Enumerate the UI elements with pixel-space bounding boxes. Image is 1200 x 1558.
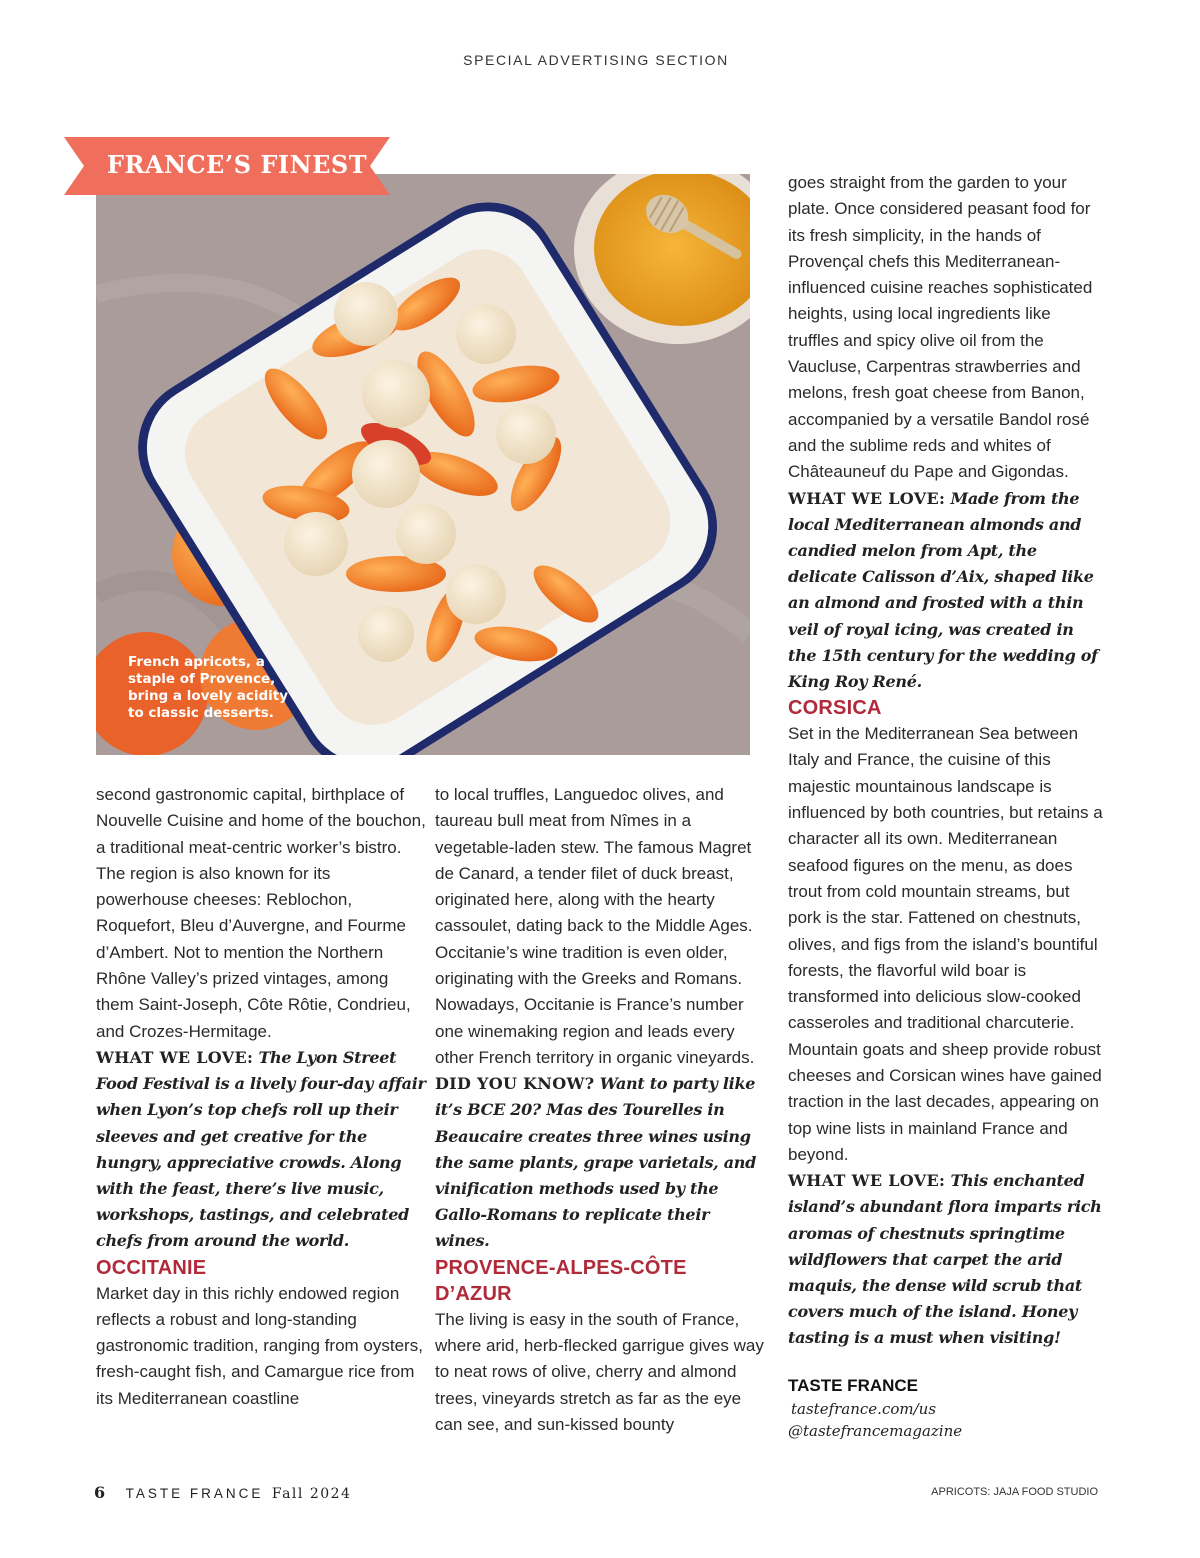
issue-label: Fall 2024 [271,1486,352,1502]
what-we-love-label: WHAT WE LOVE: [96,1047,254,1067]
article-column-2 [435,782,765,1438]
article-column-1 [96,782,426,1412]
occitanie-continued-paragraph: to local truffles, Languedoc olives, and taureau bull meat from Nîmes in a vegetable-laden stew. The famous Magret de Canard, a tender filet of duck breast, originated here, along with the hearty cassoulet, dating back to the Middle Ages. Occitanie’s wine tradition is even older, originating with the Greeks and Romans. Nowadays, Occitanie is France’s number one winemaking region and leads every other French territory in organic vineyards. [435,785,755,1067]
photo-caption: French apricots, a staple of Provence, bring a lovely acidity to classic desserts. [128,654,289,721]
what-we-love-label: WHAT WE LOVE: [788,488,946,508]
what-we-love-corsica [788,1168,1106,1351]
section-label: SPECIAL ADVERTISING SECTION [463,52,729,68]
did-you-know [435,1071,765,1254]
did-you-know-label: DID YOU KNOW? [435,1074,595,1094]
corsica-heading: CORSICA [788,697,882,720]
what-we-love-text: The Lyon Street Food Festival is a lively four-day affair when Lyon’s top chefs roll up their sleeves and get creative for the hungry, appreciative crowds. Along with the feast, there’s live music, workshops, tastings, and celebrated chefs from around the world. [96,1047,426,1251]
lyon-paragraph: second gastronomic capital, birthplace of Nouvelle Cuisine and home of the bouchon, a traditional meat-centric worker’s bistro. The region is also known for its powerhouse cheeses: Reblochon, Roquefort, Bleu d’Auvergne, and Fourme d’Ambert. Not to mention the Northern Rhône Valley’s prized vintages, among them Saint-Joseph, Côte Rôtie, Condrieu, and Crozes-Hermitage. [96,785,426,1041]
what-we-love-provence [788,486,1106,696]
page-footer [94,1483,351,1502]
photo-credit: APRICOTS: JAJA FOOD STUDIO [931,1486,1098,1498]
banner-title: FRANCE’S FINEST [106,150,368,179]
section-banner [64,137,390,195]
apricot-dessert-photo [96,174,750,755]
brand-name: TASTE FRANCE [788,1375,919,1395]
what-we-love-text: Made from the local Mediterranean almonds and candied melon from Apt, the delicate Calisson d’Aix, shaped like an almond and frosted with a thin veil of royal icing, was created in the 15th century for the wedding of King Roy René. [788,488,1098,691]
social-handle-link[interactable]: @tastefrancemagazine [788,1421,963,1440]
provence-continued-paragraph: goes straight from the garden to your plate. Once considered peasant food for its fresh simplicity, in the hands of Provençal chefs this Mediterranean-influenced cuisine reaches sophisticated heights, using local ingredients like truffles and spicy olive oil from the Vaucluse, Carpentras strawberries and melons, fresh goat cheese from Banon, accompanied by a versatile Bandol rosé and the sublime reds and whites of Châteauneuf du Pape and Gigondas. [788,173,1093,482]
occitanie-heading: OCCITANIE [96,1256,207,1279]
did-you-know-text: Want to party like it’s BCE 20? Mas des Tourelles in Beaucaire creates three wines using the same plants, grape varietals, and vinification methods used by the Gallo-Romans to replicate their wines. [435,1074,756,1251]
page-number: 6 [94,1483,106,1502]
brand-contact [788,1374,1106,1442]
what-we-love-lyon [96,1045,426,1255]
website-link[interactable]: tastefrance.com/us [791,1399,937,1418]
occitanie-paragraph: Market day in this richly endowed region reflects a robust and long-standing gastronomic tradition, ranging from oysters, fresh-caught fish, and Camargue rice from its Mediterranean coastline [96,1283,423,1408]
what-we-love-label: WHAT WE LOVE: [788,1171,946,1191]
provence-paragraph: The living is easy in the south of France, where arid, herb-flecked garrigue gives way to neat rows of olive, cherry and almond trees, vineyards stretch as far as the eye can see, and sun-kissed bounty [435,1309,764,1434]
corsica-paragraph: Set in the Mediterranean Sea between Italy and France, the cuisine of this majestic mountainous landscape is influenced by both countries, but retains a character all its own. Mediterranean seafood figures on the menu, as does trout from cold mountain streams, but pork is the star. Fattened on chestnuts, olives, and figs from the island’s bountiful forests, the flavorful wild boar is transformed into delicious slow-cooked casseroles and traditional charcuterie. Mountain goats and sheep provide robust cheeses and Corsican wines have gained traction in the last decades, appearing on top wine lists in mainland France and beyond. [788,724,1103,1164]
magazine-name: TASTE FRANCE [125,1486,264,1501]
article-column-3 [788,170,1106,1442]
what-we-love-text: This enchanted island’s abundant flora imparts rich aromas of chestnuts springtime wildflowers that carpet the arid maquis, the dense wild scrub that covers much of the island. Honey tasting is a must when visiting! [788,1171,1102,1348]
provence-heading: PROVENCE-ALPES-CÔTE D’AZUR [435,1256,687,1305]
